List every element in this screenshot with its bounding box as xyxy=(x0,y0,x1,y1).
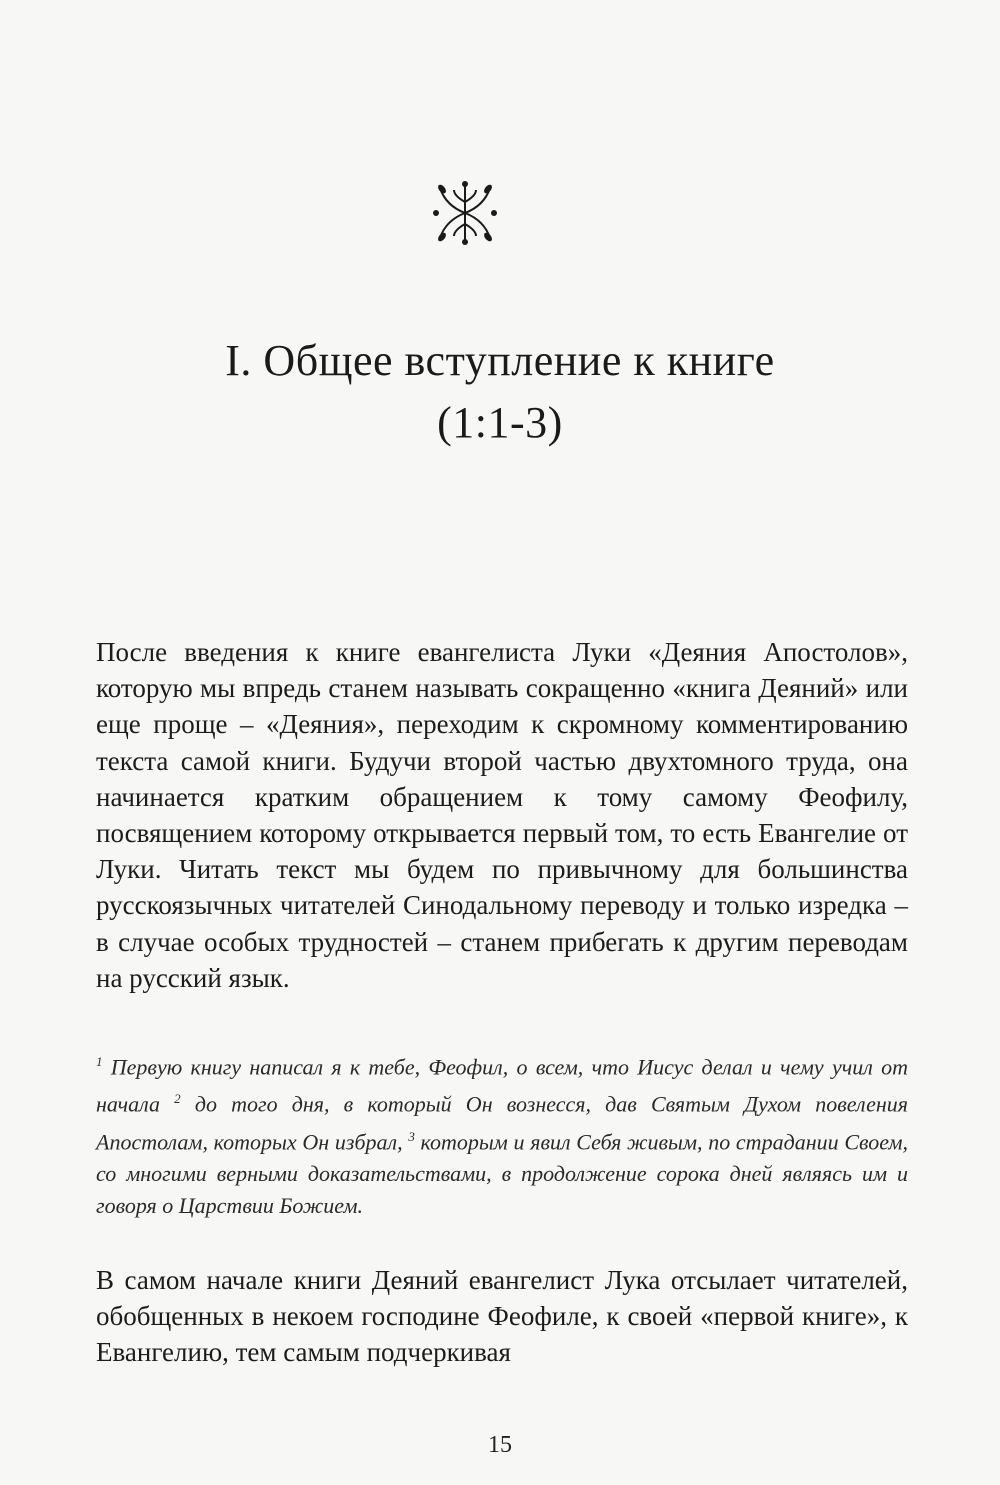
body-paragraph-2: В самом начале книги Деяний евангелист Лука отсылает читателей, обобщенных в некоем господине Феофиле, к своей «первой книге», к Евангелию, тем самым подчеркивая xyxy=(96,1265,908,1368)
floral-ornament-icon xyxy=(430,178,500,248)
body-paragraph-1: После введения к книге евангелиста Луки «Деяния Апостолов», которую мы впредь станем называть сокращенно «книга Деяний» или еще проще – «Деяния», переходим к скромному комментированию текста самой книги. Будучи второй частью двухтомного труда, она начинается кратким обращением к тому самому Феофилу, посвящением которому открывается первый том, то есть Евангелие от Луки. Читать текст мы будем по привычному для большинства русскоязычных читателей Синодальному переводу и только изредка – в случае особых трудностей – станем прибегать к другим переводам на русский язык. xyxy=(96,637,908,993)
chapter-title xyxy=(0,330,1000,454)
verse-number-1: 1 xyxy=(96,1054,103,1069)
chapter-title-verse-range: (1:1-3) xyxy=(437,398,563,447)
verse-number-2: 2 xyxy=(174,1091,181,1107)
verse-text-1: Первую книгу написал я к тебе, Феофил, о всем, что Иисус делал и чему учил от начала xyxy=(96,1054,908,1117)
verse-text-2: до того дня, в который Он вознесся, дав Святым Духом повеления Апостолам, которых Он избрал, xyxy=(96,1091,909,1154)
verse-number-3: 3 xyxy=(408,1128,415,1144)
chapter-title-line1: I. Общее вступление к книге xyxy=(225,336,775,385)
verse-text-3: которым и явил Себя живым, по страдании Своем, со многими верными доказательствами, в продолжение сорока дней являясь им и говоря о Царствии Божием. xyxy=(96,1128,909,1218)
scripture-quote xyxy=(96,1046,908,1222)
page-number: 15 xyxy=(488,1432,512,1458)
